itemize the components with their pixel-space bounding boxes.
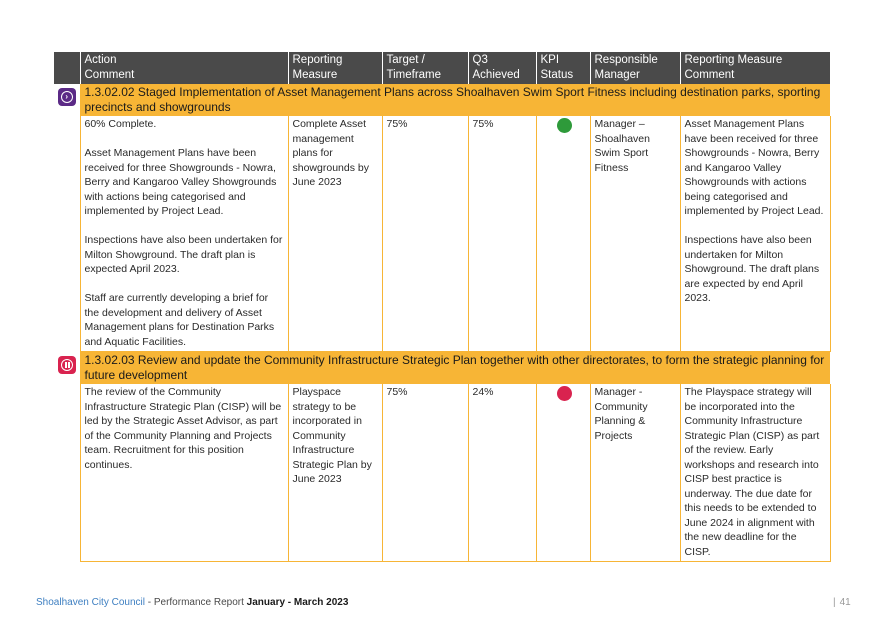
responsible-manager-cell: Manager - Community Planning & Projects [590,384,680,562]
footer-period: January - March 2023 [246,597,349,608]
paused-icon [58,356,76,374]
header-responsible-manager: Responsible Manager [590,52,680,84]
header-reporting-measure: Reporting Measure [288,52,382,84]
header-action-comment: Action Comment [80,52,288,84]
measure-comment-cell: Asset Management Plans have been received for three Showgrounds - Nowra, Berry and Kangaroo Valley Showgrounds with actions being categorised and implemented by Project Lead. Inspections have also been undertaken for Milton Showground. The draft plans are expected by end April 2023. [680,116,830,352]
header-measure-comment: Reporting Measure Comment [680,52,830,84]
q3-achieved-cell: 24% [468,384,536,562]
footer-org-name: Shoalhaven City Council [36,597,145,608]
kpi-status-dot [557,118,572,133]
responsible-manager-cell: Manager – Shoalhaven Swim Sport Fitness [590,116,680,352]
performance-table [54,52,831,562]
table-row [54,384,830,562]
header-target-timeframe: Target / Timeframe [382,52,468,84]
action-comment-cell: The review of the Community Infrastructure Strategic Plan (CISP) will be led by the Strategic Asset Advisor, as part of the Community Planning and Projects team. Recruitment for this position continues. [80,384,288,562]
header-icon-column [54,52,80,84]
in-progress-icon: › [58,88,76,106]
page-footer [36,596,348,609]
section-title: 1.3.02.02 Staged Implementation of Asset Management Plans across Shoalhaven Swim Sport Fitness including destination parks, sporting precincts and showgrounds [80,84,830,116]
section-title: 1.3.02.03 Review and update the Community Infrastructure Strategic Plan together with other directorates, to form the strategic planning for future development [80,352,830,385]
kpi-status-cell [536,116,590,352]
kpi-status-cell [536,384,590,562]
section-row [54,84,830,116]
section-status-cell [54,352,80,385]
target-cell: 75% [382,116,468,352]
action-comment-cell: 60% Complete. Asset Management Plans have been received for three Showgrounds - Nowra, Berry and Kangaroo Valley Showgrounds with actions being categorised and implemented by Project Lead. Inspections have also been undertaken for Milton Showground. The draft plan is expected April 2023. Staff are currently developing a brief for the development and delivery of Asset Management plans for Destination Parks and Aquatic Facilities. [80,116,288,352]
section-row [54,352,830,385]
q3-achieved-cell: 75% [468,116,536,352]
page-number-separator: | [833,597,836,608]
table-header-row [54,52,830,84]
reporting-measure-cell: Playspace strategy to be incorporated in Community Infrastructure Strategic Plan by June 2023 [288,384,382,562]
section-status-cell [54,84,80,116]
footer-report-label: - Performance Report [144,597,247,608]
header-kpi-status: KPI Status [536,52,590,84]
header-q3-achieved: Q3 Achieved [468,52,536,84]
kpi-status-dot [557,386,572,401]
page-number-value: 41 [839,597,851,608]
target-cell: 75% [382,384,468,562]
reporting-measure-cell: Complete Asset management plans for showgrounds by June 2023 [288,116,382,352]
measure-comment-cell: The Playspace strategy will be incorporated into the Community Infrastructure Strategic Plan (CISP) as part of the review. Early workshops and research into CISP best practice is underway. The due date for this needs to be extended to June 2024 in alignment with the new deadline for the CISP. [680,384,830,562]
page-number [833,596,851,609]
table-row [54,116,830,352]
